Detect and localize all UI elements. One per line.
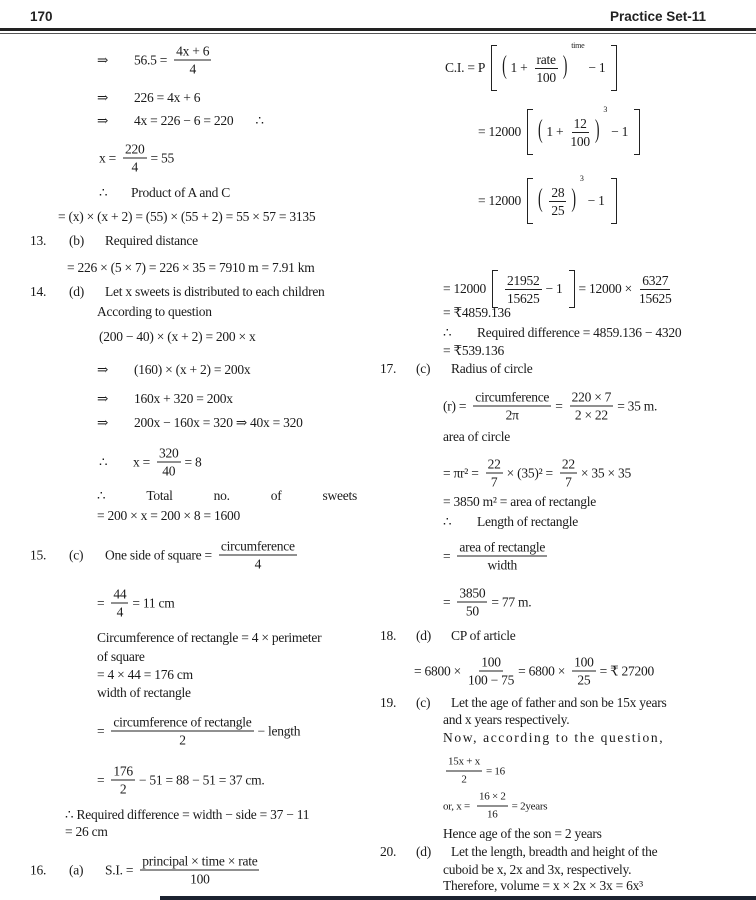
eq-line (443, 494, 600, 510)
eq-text: of square (97, 649, 145, 664)
therefore-symbol: ∴ (443, 514, 452, 529)
numerator: 22 (487, 456, 501, 472)
answer-16 (30, 854, 263, 887)
denominator: 25 (551, 202, 565, 218)
denominator: 2 × 22 (574, 407, 608, 423)
numerator: 28 (551, 184, 565, 200)
eq-line (97, 587, 178, 620)
word: Total (146, 488, 173, 503)
eq-text: C.I. = P (445, 60, 486, 75)
denominator: 16 (487, 808, 498, 821)
question-number: 14. (30, 284, 47, 299)
eq-text: = (97, 772, 105, 787)
eq-text: = 6800 × (518, 663, 566, 678)
eq-text: − 1 (587, 193, 605, 208)
eq-line (97, 44, 215, 77)
denominator: 40 (162, 463, 176, 479)
eq-text: S.I. = (105, 862, 134, 877)
eq-text: Required difference = 4859.136 − 4320 (477, 325, 682, 340)
left-paren: ( (538, 185, 543, 215)
numerator: 220 (125, 141, 145, 157)
fraction (111, 587, 128, 620)
fraction (535, 52, 558, 85)
eq-text: Therefore, volume = x × 2x × 3x = 6x³ (443, 878, 643, 893)
numerator: 320 (159, 445, 179, 461)
numerator: 21952 (507, 272, 540, 288)
eq-line (97, 304, 216, 320)
eq-text: area of circle (443, 429, 510, 444)
answer-option: (d) (416, 628, 431, 643)
therefore-symbol: ∴ (97, 488, 106, 503)
eq-line (443, 429, 514, 445)
left-bracket (491, 45, 497, 91)
denominator: 7 (490, 474, 498, 490)
question-number: 16. (30, 862, 47, 877)
fraction (505, 273, 542, 306)
implies-symbol: ⇒ (97, 415, 109, 430)
eq-text: Let x sweets is distributed to each children (105, 284, 325, 299)
denominator: 100 (536, 69, 556, 85)
denominator: 2 (179, 732, 186, 748)
eq-line (97, 113, 268, 129)
answer-option: (c) (69, 547, 84, 562)
eq-text: = 16 (485, 765, 505, 777)
eq-text: = 6800 × (414, 663, 461, 678)
implies-symbol: ⇒ (97, 90, 109, 105)
fraction (477, 790, 508, 823)
eq-line (414, 655, 658, 688)
numerator: circumference (475, 389, 550, 405)
eq-line (443, 457, 635, 490)
numerator: circumference (220, 538, 295, 554)
eq-text: = 35 m. (617, 398, 658, 413)
therefore-symbol: ∴ (255, 113, 264, 128)
eq-line (97, 415, 307, 431)
eq-line (65, 807, 313, 823)
answer-option: (a) (69, 862, 84, 877)
eq-text: = 200 × x = 200 × 8 = 1600 (97, 508, 240, 523)
section-title: Practice Set-11 (610, 9, 707, 24)
eq-line (443, 878, 647, 894)
word: no. (213, 488, 230, 503)
eq-text: − 1 (611, 124, 629, 139)
fraction (468, 655, 514, 688)
eq-line (443, 540, 551, 573)
answer-14 (30, 284, 329, 300)
eq-text: − 1 (545, 281, 563, 296)
eq-text: Radius of circle (451, 361, 533, 376)
eq-line (67, 260, 319, 276)
eq-text: Product of A and C (131, 185, 230, 200)
eq-text: = (443, 548, 451, 563)
numerator: 4x + 6 (176, 43, 210, 59)
eq-text: − length (257, 723, 301, 738)
eq-text: − 1 (588, 60, 606, 75)
numerator: 44 (113, 586, 127, 602)
word: sweets (322, 488, 357, 503)
fraction (219, 539, 297, 572)
eq-text: (r) = (443, 398, 467, 413)
numerator: rate (536, 51, 556, 67)
eq-line (97, 630, 325, 646)
question-number: 13. (30, 233, 47, 248)
header-rule (0, 28, 756, 31)
answer-option: (c) (416, 695, 431, 710)
eq-line (97, 685, 195, 701)
right-bracket (569, 270, 575, 308)
question-number: 19. (380, 695, 397, 710)
eq-line (443, 712, 573, 728)
exponent: time (571, 41, 585, 50)
eq-text: = 12000 (478, 124, 521, 139)
fraction (639, 273, 672, 306)
eq-line (97, 667, 197, 683)
question-number: 17. (380, 361, 397, 376)
fraction (157, 446, 181, 479)
implies-symbol: ⇒ (97, 113, 109, 128)
numerator: 100 (574, 654, 594, 670)
eq-text: cuboid be x, 2x and 3x, respectively. (443, 862, 632, 877)
eq-text: 160x + 320 = 200x (134, 391, 233, 406)
fraction (486, 457, 503, 490)
answer-13 (30, 233, 202, 249)
eq-text: = 12000 (443, 281, 486, 296)
fraction (560, 457, 577, 490)
eq-text: Let the length, breadth and height of the (451, 844, 658, 859)
denominator: 2 (461, 773, 467, 786)
eq-text: or, x = (443, 800, 470, 812)
numerator: area of rectangle (459, 539, 546, 555)
therefore-symbol: ∴ (99, 185, 108, 200)
eq-line (97, 764, 268, 797)
eq-line (97, 90, 204, 106)
denominator: width (487, 557, 517, 573)
right-bracket (634, 109, 640, 155)
word: of (270, 488, 282, 503)
numerator: principal × time × rate (142, 853, 258, 869)
left-bracket (527, 178, 533, 224)
right-bracket (611, 45, 617, 91)
eq-text: = ₹4859.136 (443, 305, 511, 320)
numerator: 12 (573, 115, 587, 131)
left-paren: ( (538, 116, 543, 146)
eq-line (99, 329, 260, 345)
denominator: 100 (190, 871, 210, 887)
eq-text: = 4 × 44 = 176 cm (97, 667, 193, 682)
eq-text: − 51 = 88 − 51 = 37 cm. (138, 772, 265, 787)
numerator: 22 (561, 456, 575, 472)
justified-text (97, 488, 357, 504)
numerator: 100 (481, 654, 501, 670)
eq-text: Length of rectangle (477, 514, 578, 529)
eq-text: width of rectangle (97, 685, 191, 700)
eq-text: = 26 cm (65, 824, 108, 839)
denominator: 7 (565, 474, 572, 490)
eq-line (443, 730, 668, 746)
eq-line (99, 185, 234, 201)
eq-text: One side of square = (105, 547, 212, 562)
eq-text: × 35 × 35 (580, 465, 631, 480)
denominator: 4 (116, 604, 124, 620)
numerator: 176 (113, 763, 133, 779)
eq-line (443, 755, 509, 788)
eq-line (443, 586, 535, 619)
answer-17 (380, 361, 536, 377)
eq-text: = (443, 594, 451, 609)
eq-text: 200x − 160x = 320 ⇒ 40x = 320 (134, 415, 303, 430)
eq-text: = (555, 398, 563, 413)
denominator: 100 − 75 (467, 672, 515, 688)
implies-symbol: ⇒ (97, 362, 109, 377)
denominator: 15625 (507, 290, 540, 306)
therefore-symbol: ∴ (443, 325, 452, 340)
question-number: 15. (30, 547, 47, 562)
right-paren: ) (562, 52, 568, 82)
denominator: 4 (189, 61, 196, 77)
page-number: 170 (30, 9, 53, 24)
exponent: 3 (603, 105, 608, 114)
fraction (570, 390, 614, 423)
eq-line (97, 362, 254, 378)
eq-line (97, 488, 361, 504)
fraction (111, 764, 135, 797)
eq-text: CP of article (451, 628, 516, 643)
answer-18 (380, 628, 519, 644)
fraction (570, 116, 590, 149)
eq-line (97, 508, 244, 524)
question-number: 20. (380, 844, 397, 859)
eq-line (445, 41, 621, 91)
fraction (111, 715, 253, 748)
numerator: 6327 (642, 272, 669, 288)
eq-line (443, 790, 551, 823)
eq-text: 1 + (546, 124, 564, 139)
denominator: 50 (465, 603, 479, 619)
eq-text: 226 = 4x + 6 (134, 90, 201, 105)
eq-text: and x years respectively. (443, 712, 570, 727)
answer-option: (d) (416, 844, 431, 859)
eq-line (97, 715, 304, 748)
eq-line (65, 824, 112, 840)
eq-line (443, 270, 675, 308)
denominator: 15625 (638, 290, 672, 306)
eq-line (97, 391, 237, 407)
numerator: 16 × 2 (477, 790, 508, 807)
numerator: circumference of rectangle (113, 714, 252, 730)
denominator: 100 (570, 133, 590, 149)
eq-text: Now, according to the question, (443, 730, 665, 745)
eq-text: Let the age of father and son be 15x years (451, 695, 667, 710)
eq-line (99, 446, 206, 479)
eq-text: × (35)² = (506, 465, 553, 480)
eq-line (443, 343, 508, 359)
therefore-symbol: ∴ (99, 454, 108, 469)
fraction (140, 854, 259, 887)
numerator: 3850 (459, 585, 486, 601)
bottom-bar (160, 896, 756, 900)
answer-15 (30, 539, 301, 572)
eq-text: Required distance (105, 233, 198, 248)
eq-line (97, 649, 149, 665)
eq-text: = ₹539.136 (443, 343, 504, 358)
header-rule-thin (0, 33, 756, 34)
eq-line (443, 325, 685, 341)
fraction (549, 185, 566, 218)
fraction (457, 586, 487, 619)
fraction (473, 390, 551, 423)
eq-text: = 3850 m² = area of rectangle (443, 494, 596, 509)
eq-text: Circumference of rectangle = 4 × perimeter (97, 630, 322, 645)
eq-line (58, 209, 319, 225)
denominator: 2 (119, 781, 127, 797)
eq-text: (160) × (x + 2) = 200x (134, 362, 251, 377)
fraction (446, 755, 482, 788)
eq-text: = 12000 (478, 193, 521, 208)
eq-line (443, 514, 582, 530)
left-bracket (492, 270, 498, 308)
eq-text: = 11 cm (132, 595, 175, 610)
eq-text: = ₹ 27200 (599, 663, 655, 678)
numerator: 220 × 7 (571, 389, 612, 405)
eq-text: = 226 × (5 × 7) = 226 × 35 = 7910 m = 7.91 km (67, 260, 315, 275)
answer-option: (b) (69, 233, 84, 248)
left-paren: ( (502, 52, 507, 82)
eq-line (99, 142, 178, 175)
denominator: 2π (505, 407, 519, 423)
eq-text: = 8 (184, 454, 202, 469)
denominator: 4 (131, 159, 138, 175)
eq-text: 1 + (510, 60, 528, 75)
fraction (123, 142, 147, 175)
eq-line (443, 826, 606, 842)
eq-text: According to question (97, 304, 212, 319)
exponent: 3 (579, 174, 584, 183)
implies-symbol: ⇒ (97, 52, 109, 67)
answer-19 (380, 695, 671, 711)
eq-text: = (x) × (x + 2) = (55) × (55 + 2) = 55 × 57 = 3135 (58, 209, 316, 224)
eq-text: ∴ Required difference = width − side = 37 − 11 (65, 807, 310, 822)
answer-option: (c) (416, 361, 431, 376)
eq-line (443, 390, 661, 423)
eq-text: = 12000 × (578, 281, 632, 296)
eq-line (478, 105, 644, 155)
fraction (457, 540, 547, 573)
answer-option: (d) (69, 284, 84, 299)
denominator: 4 (254, 556, 262, 572)
eq-text: = 55 (150, 150, 174, 165)
eq-text: = 2years (511, 800, 548, 812)
question-number: 18. (380, 628, 397, 643)
numerator: 15x + x (446, 755, 482, 772)
right-paren: ) (594, 116, 600, 146)
eq-line (478, 174, 621, 224)
eq-text: 56.5 = (134, 52, 168, 67)
eq-text: (200 − 40) × (x + 2) = 200 × x (99, 329, 256, 344)
left-bracket (527, 109, 533, 155)
eq-text: x = (133, 454, 150, 469)
answer-20 (380, 844, 661, 860)
fraction (572, 655, 596, 688)
implies-symbol: ⇒ (97, 391, 109, 406)
eq-line (443, 862, 635, 878)
eq-text: = πr² = (443, 465, 479, 480)
right-bracket (611, 178, 617, 224)
fraction (174, 44, 211, 77)
eq-line (443, 305, 514, 321)
right-paren: ) (571, 185, 576, 215)
eq-text: Hence age of the son = 2 years (443, 826, 602, 841)
denominator: 25 (577, 672, 591, 688)
eq-text: = (97, 595, 105, 610)
eq-text: = 77 m. (491, 594, 532, 609)
eq-text: 4x = 226 − 6 = 220 (134, 113, 234, 128)
eq-text: = (97, 723, 105, 738)
eq-text: x = (99, 150, 116, 165)
